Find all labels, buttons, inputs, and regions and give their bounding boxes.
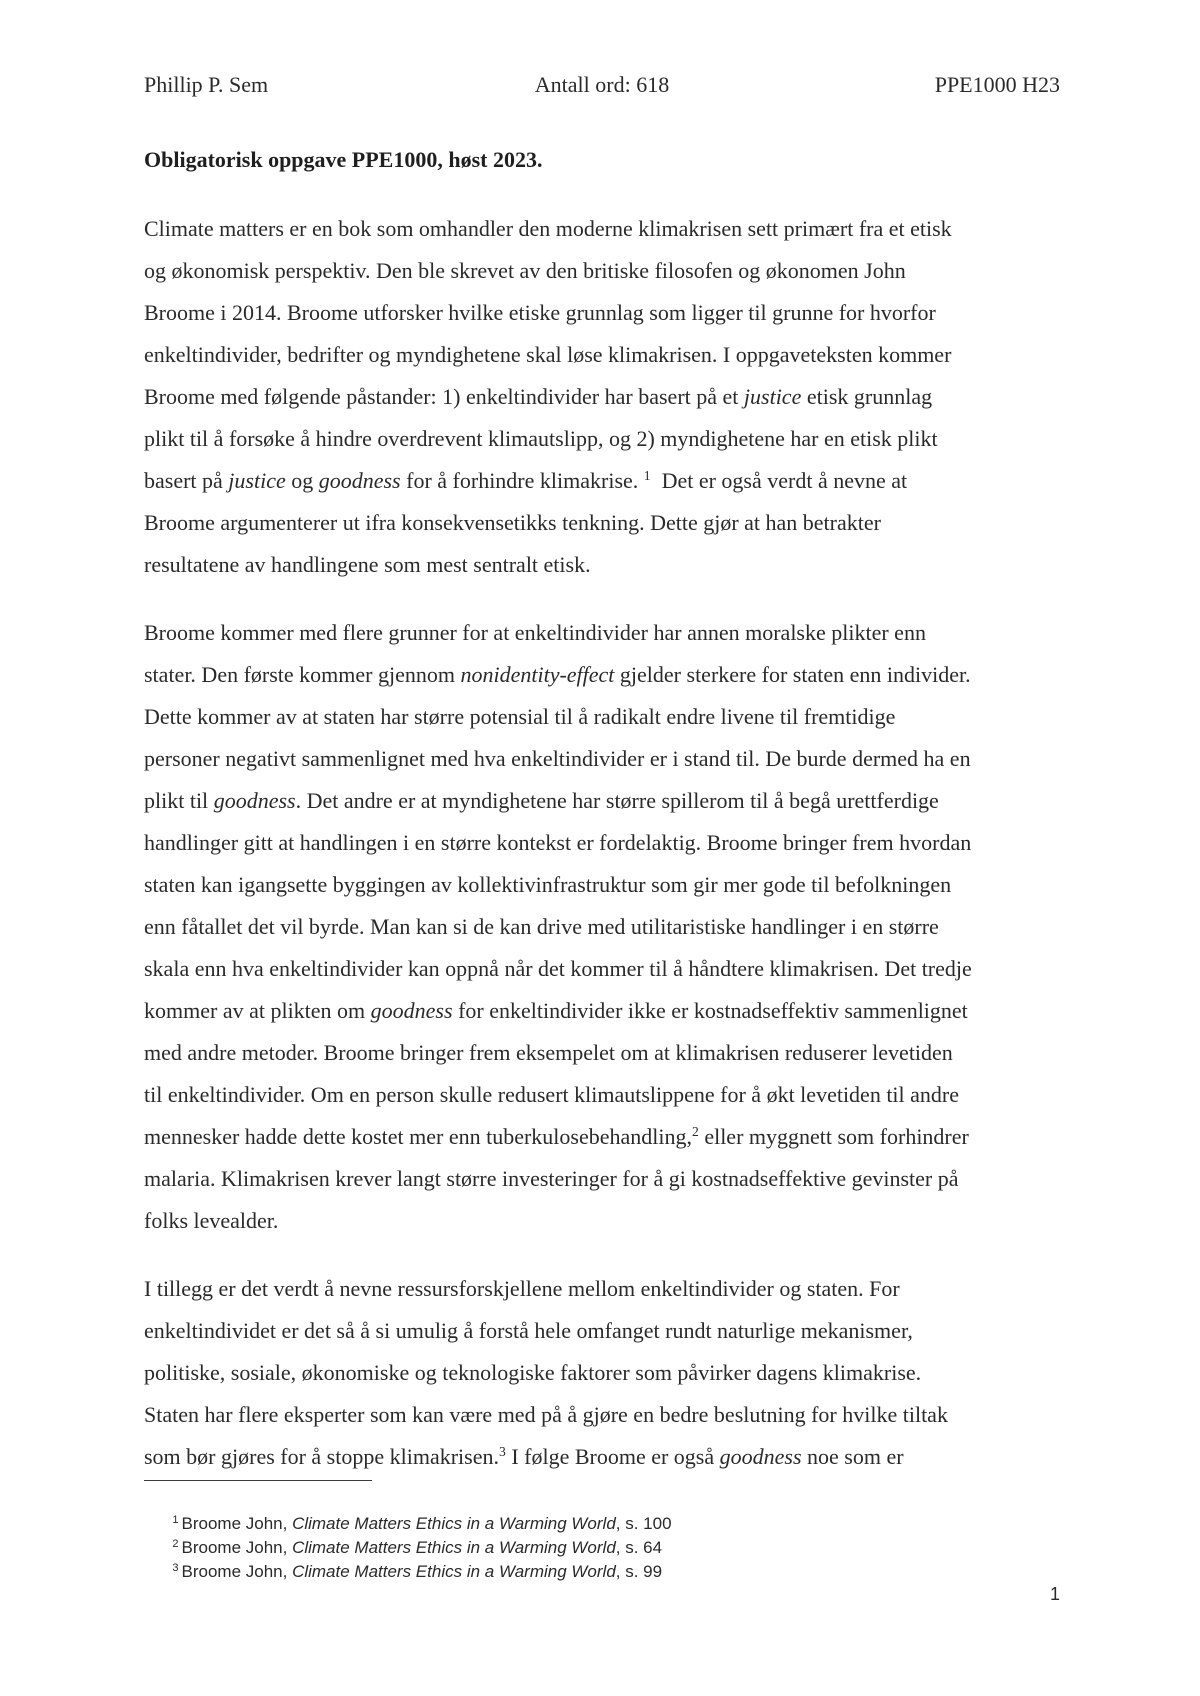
text-line xyxy=(144,334,1144,376)
text-line xyxy=(144,1352,1144,1394)
text-line xyxy=(144,864,1144,906)
text-run: handlinger gitt at handlingen i en større kontekst er fordelaktig. Broome bringer frem hvordan xyxy=(144,830,972,855)
footnote-page: , s. 99 xyxy=(615,1562,663,1581)
text-line xyxy=(144,696,1144,738)
text-run: Det er også verdt å nevne at xyxy=(650,468,908,493)
text-run: eller myggnett som forhindrer xyxy=(698,1124,969,1149)
text-line xyxy=(144,1310,1144,1352)
text-run: . Det andre er at myndighetene har større spillerom til å begå urettferdige xyxy=(295,788,939,813)
footnote-mark: 1 xyxy=(172,1514,179,1527)
text-run: Staten har flere eksperter som kan være med på å gjøre en bedre beslutning for hvilke tiltak xyxy=(144,1402,948,1427)
text-run: for enkeltindivider ikke er kostnadseffektiv sammenlignet xyxy=(452,998,968,1023)
text-run: gjelder sterkere for staten enn individer. xyxy=(614,662,971,687)
text-run: plikt til å forsøke å hindre overdrevent klimautslipp, og 2) myndighetene har en etisk plikt xyxy=(144,426,938,451)
text-run: og xyxy=(285,468,319,493)
text-run: stater. Den første kommer gjennom xyxy=(144,662,461,687)
text-run: staten kan igangsette byggingen av kollektivinfrastruktur som gir mer gode til befolkningen xyxy=(144,872,952,897)
paragraph xyxy=(144,208,1144,586)
text-run: til enkeltindivider. Om en person skulle redusert klimautslippene for å økt levetiden til andre xyxy=(144,1082,960,1107)
footnote-author: Broome John, xyxy=(181,1538,293,1557)
text-line xyxy=(144,738,1144,780)
text-line xyxy=(144,418,1144,460)
text-run: som bør gjøres for å stoppe klimakrisen. xyxy=(144,1444,499,1469)
text-run: Dette kommer av at staten har større potensial til å radikalt endre livene til fremtidige xyxy=(144,704,896,729)
page-number: 1 xyxy=(1049,1584,1060,1604)
footnote-reference: 2 xyxy=(692,1123,699,1139)
body-text xyxy=(144,208,1144,1504)
text-run: malaria. Klimakrisen krever langt større investeringer for å gi kostnadseffektive gevinster på xyxy=(144,1166,959,1191)
italic-term: goodness xyxy=(318,468,401,493)
text-line xyxy=(144,1074,1144,1116)
footnote-mark: 3 xyxy=(172,1562,179,1575)
text-line xyxy=(144,822,1144,864)
text-line xyxy=(144,1116,1144,1158)
text-line xyxy=(144,460,1144,502)
text-run: etisk grunnlag xyxy=(801,384,933,409)
text-line xyxy=(144,906,1144,948)
text-run: kommer av at plikten om xyxy=(144,998,371,1023)
text-run: skala enn hva enkeltindivider kan oppnå når det kommer til å håndtere klimakrisen. Det tredje xyxy=(144,956,972,981)
header-word-count: Antall ord: 618 xyxy=(534,72,670,97)
text-line xyxy=(144,544,1144,586)
italic-term: nonidentity-effect xyxy=(460,662,615,687)
text-run: enn fåtallet det vil byrde. Man kan si de kan drive med utilitaristiske handlinger i en større xyxy=(144,914,939,939)
text-run: I tillegg er det verdt å nevne ressursforskjellene mellom enkeltindivider og staten. For xyxy=(144,1276,900,1301)
footnote-reference: 3 xyxy=(499,1443,506,1459)
text-line xyxy=(144,780,1144,822)
paragraph xyxy=(144,1268,1144,1478)
text-line xyxy=(144,612,1144,654)
document-title: Obligatorisk oppgave PPE1000, høst 2023. xyxy=(144,147,543,172)
text-line xyxy=(144,990,1144,1032)
text-run: Broome kommer med flere grunner for at enkeltindivider har annen moralske plikter enn xyxy=(144,620,926,645)
text-run: enkeltindivider, bedrifter og myndighetene skal løse klimakrisen. I oppgaveteksten kommer xyxy=(144,342,952,367)
text-run: og økonomisk perspektiv. Den ble skrevet av den britiske filosofen og økonomen John xyxy=(144,258,906,283)
italic-term: justice xyxy=(228,468,286,493)
header-course: PPE1000 H23 xyxy=(934,72,1060,97)
text-run: personer negativt sammenlignet med hva enkeltindivider er i stand til. De burde dermed ha en xyxy=(144,746,971,771)
text-line xyxy=(144,1200,1144,1242)
footnote-mark: 2 xyxy=(172,1538,179,1551)
text-line xyxy=(144,1158,1144,1200)
text-line xyxy=(144,502,1144,544)
footnote-page: , s. 100 xyxy=(615,1514,672,1533)
text-line xyxy=(144,1268,1144,1310)
text-run: plikt til xyxy=(144,788,214,813)
text-run: mennesker hadde dette kostet mer enn tuberkulosebehandling, xyxy=(144,1124,692,1149)
text-line xyxy=(144,948,1144,990)
paragraph xyxy=(144,612,1144,1242)
text-run: enkeltindividet er det så å si umulig å forstå hele omfanget rundt naturlige mekanismer, xyxy=(144,1318,913,1343)
text-line xyxy=(144,292,1144,334)
text-line xyxy=(144,1394,1144,1436)
text-line xyxy=(144,654,1144,696)
footnotes xyxy=(144,1488,672,1581)
page-header xyxy=(144,70,1060,100)
text-run: Broome i 2014. Broome utforsker hvilke etiske grunnlag som ligger til grunne for hvorfor xyxy=(144,300,936,325)
footnote-author: Broome John, xyxy=(181,1562,293,1581)
footnote-author: Broome John, xyxy=(181,1514,293,1533)
text-run: resultatene av handlingene som mest sentralt etisk. xyxy=(144,552,591,577)
text-run: Climate matters er en bok som omhandler den moderne klimakrisen sett primært fra et etisk xyxy=(144,216,952,241)
footnote-separator xyxy=(144,1480,372,1481)
italic-term: goodness xyxy=(370,998,453,1023)
footnote-work-title: Climate Matters Ethics in a Warming World xyxy=(292,1562,616,1581)
italic-term: justice xyxy=(743,384,802,409)
text-line xyxy=(144,1436,1144,1478)
italic-term: goodness xyxy=(719,1444,802,1469)
text-run: med andre metoder. Broome bringer frem eksempelet om at klimakrisen reduserer levetiden xyxy=(144,1040,953,1065)
text-run: Broome med følgende påstander: 1) enkeltindivider har basert på et xyxy=(144,384,744,409)
text-line xyxy=(144,208,1144,250)
text-line xyxy=(144,376,1144,418)
text-run: noe som er xyxy=(801,1444,904,1469)
text-run: basert på xyxy=(144,468,229,493)
footnote-work-title: Climate Matters Ethics in a Warming World xyxy=(292,1514,616,1533)
text-run: Broome argumenterer ut ifra konsekvensetikks tenkning. Dette gjør at han betrakter xyxy=(144,510,881,535)
header-author: Phillip P. Sem xyxy=(144,72,269,97)
footnote-work-title: Climate Matters Ethics in a Warming World xyxy=(292,1538,616,1557)
text-run: folks levealder. xyxy=(144,1208,279,1233)
text-run: politiske, sosiale, økonomiske og teknologiske faktorer som påvirker dagens klimakrise. xyxy=(144,1360,922,1385)
text-run: for å forhindre klimakrise. xyxy=(400,468,644,493)
text-line xyxy=(144,1032,1144,1074)
footnote-page: , s. 64 xyxy=(615,1538,663,1557)
footnote xyxy=(144,1488,672,1533)
footnote-reference: 1 xyxy=(643,467,651,483)
text-line xyxy=(144,250,1144,292)
text-run: I følge Broome er også xyxy=(505,1444,720,1469)
italic-term: goodness xyxy=(213,788,296,813)
